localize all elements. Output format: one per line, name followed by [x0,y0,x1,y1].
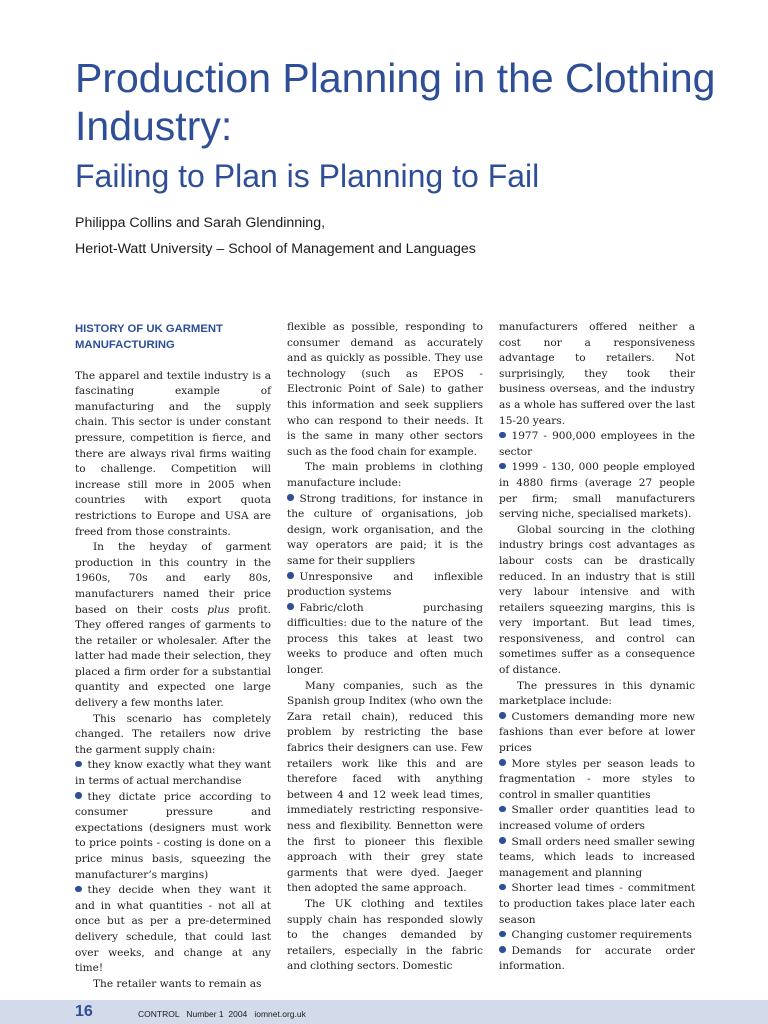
bullet-icon [75,792,82,799]
column-2 [287,320,483,975]
article-affiliation: Heriot-Watt University – School of Management and Languages [75,241,476,257]
bullet-item: Fabric/cloth purchasing difficulties: due to the nature of the process this takes at least two weeks to produce and often much longer. [287,601,483,677]
paragraph: Global sourcing in the clothing industry brings cost advantages as labour costs can be drastically reduced. In an industry that is still very labour intensive and with retailers squeezing margins, this is very important. But lead times, responsiveness, and control can sometimes suffer as a consequence of distance. [499,523,695,677]
bullet-item: Strong traditions, for instance in the culture of organisations, job design, work organisation, and the way operators are paid; it is the same for their suppliers [287,492,483,567]
bullet-icon [499,946,506,953]
paragraph: The apparel and textile industry is a fascinating example of manufacturing and the supply chain. This sector is under constant pressure, competition is fierce, and there are always rival firms waiting to challenge. Competition will increase still more in 2005 when countries with export quota restrictions to Europe and USA are freed from those constraints. [75,369,271,538]
column-3 [499,320,695,975]
paragraph: The main problems in clothing manufacture include: [287,461,483,489]
bullet-item: More styles per season leads to fragmentation - more styles to control in smaller quantities [499,757,695,801]
paragraph: manufacturers offered neither a cost nor a responsiveness advantage to retailers. Not surprisingly, they took their business overseas, and the industry as a whole has suffered over the last 15-20 years. [499,321,695,427]
footer-publication-info: CONTROL Number 1 2004 iomnet.org.uk [138,1009,306,1019]
bullet-icon [287,494,294,501]
article-authors: Philippa Collins and Sarah Glendinning, [75,215,326,231]
bullet-item: they know exactly what they want in terms of actual merchandise [75,759,271,788]
bullet-item: Unresponsive and inflexible production systems [287,570,483,599]
bullet-item: Changing customer requirements [499,928,695,944]
bullet-item: 1977 - 900,000 employees in the sector [499,430,695,458]
bullet-icon [499,712,506,719]
paragraph: This scenario has completely changed. The retailers now drive the garment supply chain: [75,712,271,756]
page-number: 16 [75,1003,93,1020]
bullet-icon [499,931,506,938]
article-title: Production Planning in the Clothing Industry: [75,55,716,149]
bullet-icon [499,463,506,470]
bullet-item: they dictate price according to consumer pressure and expectations (designers must work to price points - costing is done on a price minus basis, squeezing the manufacturer’s margins) [75,790,271,881]
bullet-icon [75,761,82,768]
bullet-icon [499,806,506,813]
bullet-icon [499,837,506,844]
bullet-item: 1999 - 130, 000 people employed in 4880 firms (average 27 people per firm; small manufacturers serving niche, specialised markets). [499,461,695,521]
bullet-icon [499,432,506,439]
bullet-item: Small orders need smaller sewing teams, which leads to increased management and planning [499,835,695,879]
page-footer [0,1000,768,1024]
paragraph: In the heyday of garment production in this country in the 1960s, 70s and early 80s, manufacturers named their price based on their costs plus profit. They offered ranges of garments to the retailer or wholesaler. After the latter had made their selection, they placed a firm order for a substantial quantity and expected one large delivery a few months later. [75,541,271,710]
column-1 [75,320,271,992]
paragraph: flexible as possible, responding to consumer demand as accurately and as quickly as possible. They use technology (such as EPOS - Electronic Point of Sale) to gather this information and seek suppliers who can respond to their needs. It is the same in many other sectors such as the food chain for example. [287,321,483,458]
bullet-icon [499,759,506,766]
bullet-icon [287,572,294,579]
paragraph: The retailer wants to remain as [93,977,262,990]
italic-word: plus [207,603,230,616]
paragraph: The UK clothing and textiles supply chain has responded slowly to the changes demanded by retailers, especially in the fabric and clothing sectors. Domestic [287,897,483,973]
bullet-item: Customers demanding more new fashions than ever before at lower prices [499,710,695,755]
paragraph: Many companies, such as the Spanish group Inditex (who own the Zara retail chain), reduced this problem by restricting the base fabrics their designers can use. Few retailers work like this and are therefore faced with anything between 4 and 12 week lead times, immediately restricting responsive-ness and flexibility. Bennetton were the first to pioneer this flexible approach with their grey state garments that were dyed. Jaeger then adopted the same approach. [287,679,483,895]
bullet-icon [287,603,294,610]
bullet-item: they decide when they want it and in what quantities - not all at once but as per a pre-determined delivery schedule, that could last over weeks, and change at any time! [75,884,271,975]
article-subtitle: Failing to Plan is Planning to Fail [75,158,540,194]
section-heading: HISTORY OF UK GARMENT MANUFACTURING [75,323,223,351]
bullet-item: Shorter lead times - commitment to production takes place later each season [499,882,695,926]
bullet-icon [499,884,506,891]
bullet-item: Smaller order quantities lead to increased volume of orders [499,804,695,832]
bullet-item: Demands for accurate order information. [499,944,695,973]
bullet-icon [75,886,82,893]
paragraph: The pressures in this dynamic marketplace include: [499,679,695,708]
